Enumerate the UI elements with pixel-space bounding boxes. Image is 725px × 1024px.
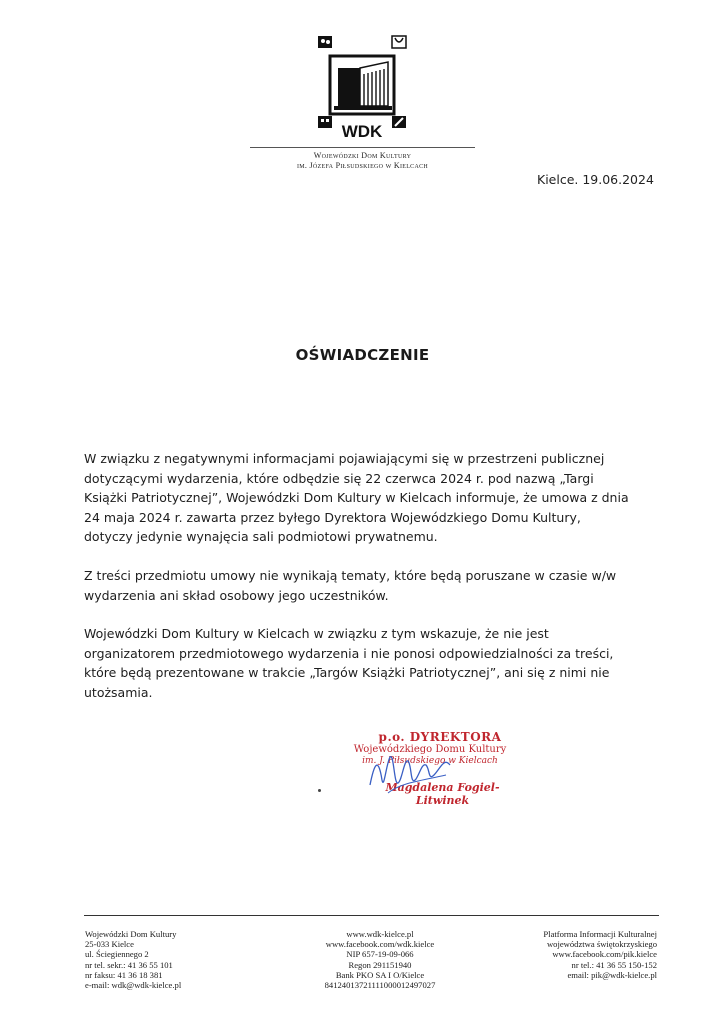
footer-line: email: pik@wdk-kielce.pl: [567, 969, 657, 980]
footer-line: NIP 657-19-09-066: [346, 949, 414, 960]
stamp-role: p.o. DYREKTORA: [378, 730, 502, 744]
institution-name: [240, 147, 485, 171]
document-body: [84, 449, 630, 722]
document-title: OŚWIADCZENIE: [295, 346, 430, 364]
institution-line1: Wojewódzki Dom Kultury: [313, 151, 412, 160]
footer-line: e-mail: wdk@wdk-kielce.pl: [85, 980, 182, 991]
footer-line: województwa świętokrzyskiego: [546, 939, 657, 950]
footer-line: www.facebook.com/wdk.kielce: [325, 939, 435, 950]
footer-line: 84124013721111000012497027: [324, 980, 436, 991]
paragraph-1: W związku z negatywnymi informacjami pojawiającymi się w przestrzeni publicznej dotyczącymi wydarzenia, które odbędzie się 22 czerwca 2024 r. pod nazwą „Targi Książki Patriotycznej”, Wojewódzki Dom Kultury w Kielcach informuje, że umowa z dnia 24 maja 2024 r. zawarta przez byłego Dyrektora Wojewódzkiego Domu Kultury, dotyczy jedynie wynajęcia sali podmiotowi prywatnemu.: [84, 451, 629, 545]
footer-line: ul. Ściegiennego 2: [85, 949, 149, 960]
footer-registration: [285, 929, 475, 990]
footer-line: 25-033 Kielce: [85, 939, 134, 950]
footer-line: www.facebook.com/pik.kielce: [552, 949, 657, 960]
logo-text: WDK: [341, 122, 383, 141]
footer-pik: [460, 929, 657, 980]
divider: [250, 147, 475, 148]
footer-line: nr tel. sekr.: 41 36 55 101: [85, 959, 173, 970]
footer-contact: [85, 929, 265, 990]
ink-dot: [318, 789, 321, 792]
footer-line: Platforma Informacji Kulturalnej: [543, 929, 657, 939]
stamp-institution: Wojewódzkiego Domu Kultury: [353, 744, 507, 755]
paragraph-2: Z treści przedmiotu umowy nie wynikają tematy, które będą poruszane w czasie w/w wydarzenia ani skład osobowy jego uczestników.: [84, 567, 617, 603]
footer-line: Regon 291151940: [348, 959, 412, 970]
document-date: Kielce. 19.06.2024: [537, 172, 654, 187]
stamp-patron: im. J. Piłsudskiego w Kielcach: [362, 756, 498, 766]
footer-line: Wojewódzki Dom Kultury: [85, 929, 177, 939]
footer-divider: [84, 915, 659, 916]
footer-line: www.wdk-kielce.pl: [346, 929, 414, 939]
institution-line2: im. Józefa Piłsudskiego w Kielcach: [296, 161, 429, 170]
wdk-logo: [312, 34, 412, 142]
stamp-name: Magdalena Fogiel-Litwinek: [385, 781, 500, 807]
footer-line: nr faksu: 41 36 18 381: [85, 969, 163, 980]
handwritten-signature: [360, 735, 500, 805]
footer-line: nr tel.: 41 36 55 150-152: [571, 959, 657, 970]
paragraph-3: Wojewódzki Dom Kultury w Kielcach w związku z tym wskazuje, że nie jest organizatorem przedmiotowego wydarzenia i nie ponosi odpowiedzialności za treści, które będą prezentowane w trakcie „Targów Książki Patriotycznej”, ani się z nimi nie utożsamia.: [84, 626, 614, 700]
footer-line: Bank PKO SA I O/Kielce: [335, 969, 425, 980]
